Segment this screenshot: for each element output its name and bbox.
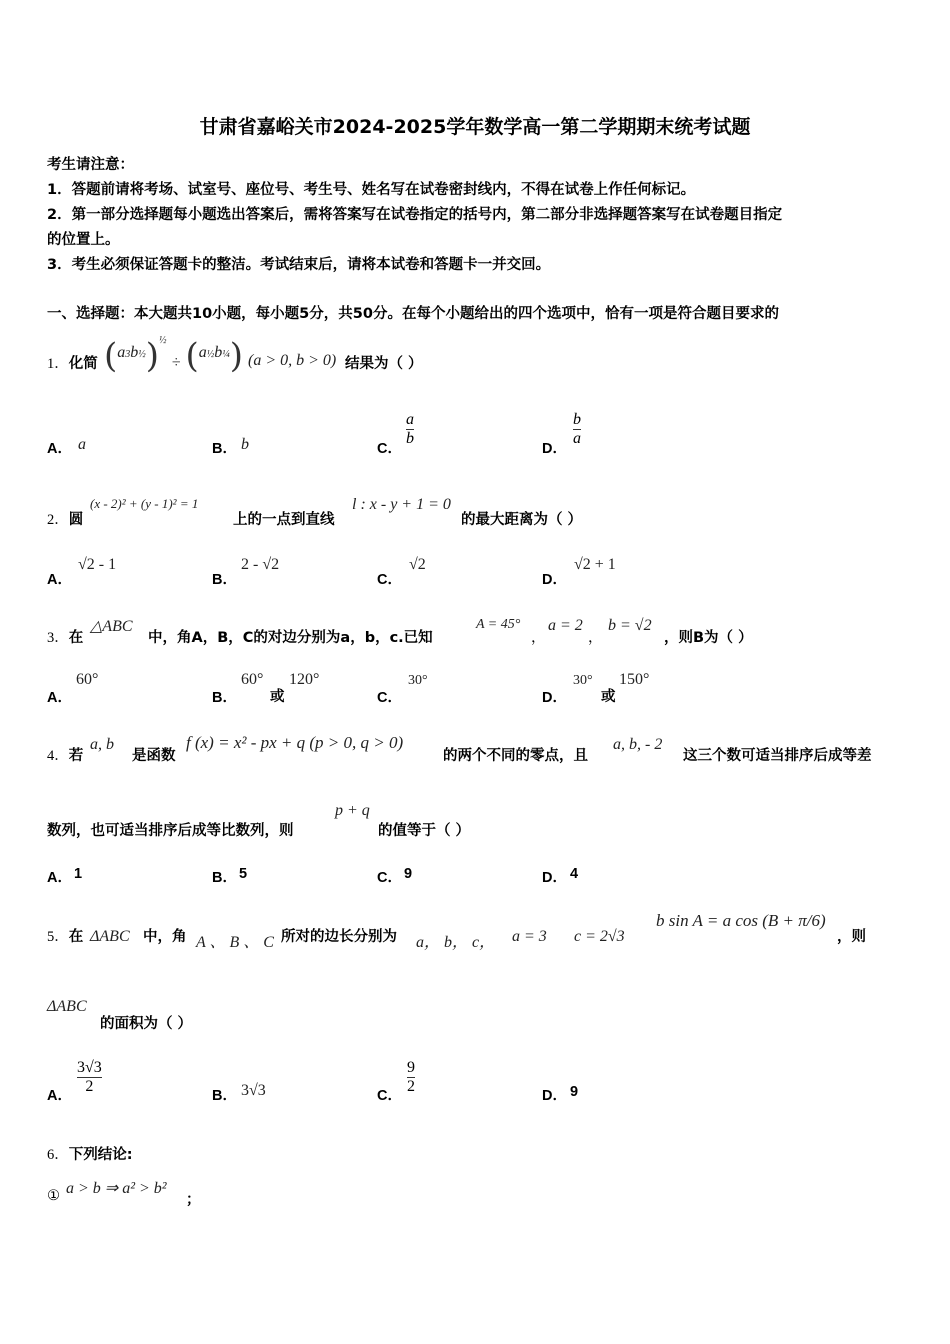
q5-option-d: 9 (570, 1084, 579, 1100)
q3-option-c-label: C． (377, 690, 402, 706)
q5-option-d-label: D． (542, 1088, 567, 1104)
q4-option-b-label: B． (212, 870, 237, 886)
q4-function: f (x) = x² - px + q (p > 0, q > 0) (186, 733, 404, 752)
q3-option-d: 30° (573, 673, 593, 688)
q4-option-a: 1 (74, 866, 83, 882)
q4-ab: a, b (90, 736, 114, 753)
q3-option-b: 60° (241, 671, 264, 688)
q5-sides: a， b， c， (416, 934, 496, 951)
q5-option-b: 3√3 (241, 1082, 266, 1099)
q5-option-a-den: 2 (85, 1078, 94, 1095)
q1-option-a: a (78, 436, 86, 453)
q4-line2: 数列，也可适当排序后成等比数列，则 (47, 823, 294, 839)
q1-option-d-den: a (573, 430, 581, 447)
q3-option-b-label: B． (212, 690, 237, 706)
q4-option-b: 5 (239, 866, 248, 882)
q3-pre: 在 (68, 630, 84, 646)
q4-mid: 是函数 (132, 748, 176, 764)
q1-option-c-den: b (406, 430, 414, 447)
q5-option-c-label: C． (377, 1088, 402, 1104)
q5-option-a-label: A． (47, 1088, 72, 1104)
notice-item-2: 2．第一部分选择题每小题选出答案后，需将答案写在试卷指定的括号内，第二部分非选择题答案写在试卷题目指定 (47, 207, 783, 223)
q3-post: ，则B为（ ） (664, 630, 753, 646)
q3-stem (47, 626, 83, 647)
q5-angles: A 、 B 、 C (196, 934, 274, 951)
q6-stem (47, 1143, 133, 1164)
q3-mid: 中，角A，B，C的对边分别为a，b，c.已知 (148, 630, 433, 646)
q3-option-b-2: 120° (289, 671, 320, 688)
q4-option-a-label: A． (47, 870, 72, 886)
q3-option-d-label: D． (542, 690, 567, 706)
notice-heading: 考生请注意： (47, 157, 134, 173)
q1-option-d-num: b (573, 411, 581, 428)
q4-number: 4． (47, 748, 69, 764)
q3-option-a: 60° (76, 671, 99, 688)
q2-line-eq: l : x - y + 1 = 0 (352, 496, 451, 513)
q1-expression: (a3b½)$^{\frac{1}{2}}$ ÷ (a½b¼) (104, 335, 244, 376)
section-heading: 一、选择题：本大题共10小题，每小题5分，共50分。在每个小题给出的四个选项中，恰有一项是符合题目要求的 (47, 306, 779, 322)
q1-option-d (573, 411, 581, 448)
q5-cond-a: a = 3 (512, 928, 547, 945)
q3-number: 3． (47, 630, 69, 646)
q1-option-c-label: C． (377, 441, 402, 457)
q2-mid: 上的一点到直线 (233, 512, 335, 528)
q2-option-d: √2 + 1 (574, 556, 616, 573)
q6-item-1-mark: ① (47, 1188, 60, 1204)
q5-post: ，则 (837, 929, 866, 945)
q5-number: 5． (47, 929, 69, 945)
q5-option-a-num: 3√3 (77, 1059, 102, 1076)
q1-option-c (406, 411, 414, 448)
q5-stem (47, 925, 83, 946)
q4-mid2: 的两个不同的零点，且 (443, 748, 588, 764)
q3-sep-2: ， (588, 630, 603, 646)
notice-item-3: 3．考生必须保证答题卡的整洁。考试结束后，请将本试卷和答题卡一并交回。 (47, 257, 551, 273)
q5-cond-c: c = 2√3 (574, 928, 625, 945)
q3-cond-a: A = 45° (476, 617, 521, 632)
q2-post: 的最大距离为（ ） (461, 512, 583, 528)
q4-three: a, b, - 2 (613, 736, 663, 753)
q1-stem (47, 352, 98, 373)
q5-triangle: ΔABC (90, 928, 130, 945)
q2-option-d-label: D． (542, 572, 567, 588)
q2-option-c: √2 (409, 556, 426, 573)
q4-pre: 若 (68, 748, 84, 764)
q5-mid: 中，角 (143, 929, 187, 945)
q4-option-c: 9 (404, 866, 413, 882)
q4-stem (47, 744, 83, 765)
q5-option-a (77, 1059, 102, 1096)
q2-pre: 圆 (68, 512, 84, 528)
q6-pre: 下列结论: (68, 1147, 133, 1163)
q6-item-1-end: ； (186, 1192, 201, 1208)
q1-option-d-label: D． (542, 441, 567, 457)
q3-option-c: 30° (408, 673, 428, 688)
q4-post: 这三个数可适当排序后成等差 (683, 748, 872, 764)
q2-option-a-label: A． (47, 572, 72, 588)
q3-option-d-2: 150° (619, 671, 650, 688)
q1-option-a-label: A． (47, 441, 72, 457)
q3-sep-1: ， (531, 630, 546, 646)
q1-pre: 化简 (68, 356, 98, 372)
q5-mid2: 所对的边长分别为 (281, 929, 397, 945)
q5-pre: 在 (68, 929, 84, 945)
q2-option-b-label: B． (212, 572, 237, 588)
q4-option-d: 4 (570, 866, 579, 882)
q4-pq: p + q (335, 802, 370, 819)
q5-equation: b sin A = a cos (B + π/6) (656, 911, 826, 930)
q1-condition: (a > 0, b > 0) (248, 352, 337, 369)
q1-option-b: b (241, 436, 249, 453)
q2-number: 2． (47, 512, 69, 528)
q2-option-a: √2 - 1 (78, 556, 117, 573)
q3-cond-b: a = 2 (548, 617, 583, 634)
q5-option-c-num: 9 (407, 1059, 415, 1076)
q5-option-c (407, 1059, 415, 1096)
q2-option-c-label: C． (377, 572, 402, 588)
page-title: 甘肃省嘉峪关市2024-2025学年数学高一第二学期期末统考试题 (199, 116, 751, 138)
q5-line2-triangle: ΔABC (47, 998, 87, 1015)
q4-option-d-label: D． (542, 870, 567, 886)
q1-option-b-label: B． (212, 441, 237, 457)
q1-post: 结果为（ ） (345, 356, 423, 372)
q2-stem (47, 508, 83, 529)
q3-option-b-or: 或 (270, 689, 285, 705)
q5-option-b-label: B． (212, 1088, 237, 1104)
q4-post2: 的值等于（ ） (378, 823, 471, 839)
q4-option-c-label: C． (377, 870, 402, 886)
q3-option-d-or: 或 (601, 689, 616, 705)
q6-number: 6． (47, 1147, 69, 1163)
q2-option-b: 2 - √2 (241, 556, 280, 573)
q6-item-1: a > b ⇒ a² > b² (66, 1180, 167, 1197)
q3-option-a-label: A． (47, 690, 72, 706)
q3-triangle: △ABC (90, 618, 133, 635)
q2-circle-eq: (x - 2)² + (y - 1)² = 1 (90, 496, 199, 511)
q5-line2: 的面积为（ ） (100, 1016, 193, 1032)
q1-number: 1． (47, 356, 69, 372)
q3-cond-c: b = √2 (608, 617, 652, 634)
notice-item-1: 1．答题前请将考场、试室号、座位号、考生号、姓名写在试卷密封线内，不得在试卷上作任何标记。 (47, 182, 696, 198)
q1-option-c-num: a (406, 411, 414, 428)
q5-option-c-den: 2 (407, 1078, 415, 1095)
notice-item-2-cont: 的位置上。 (47, 232, 120, 248)
